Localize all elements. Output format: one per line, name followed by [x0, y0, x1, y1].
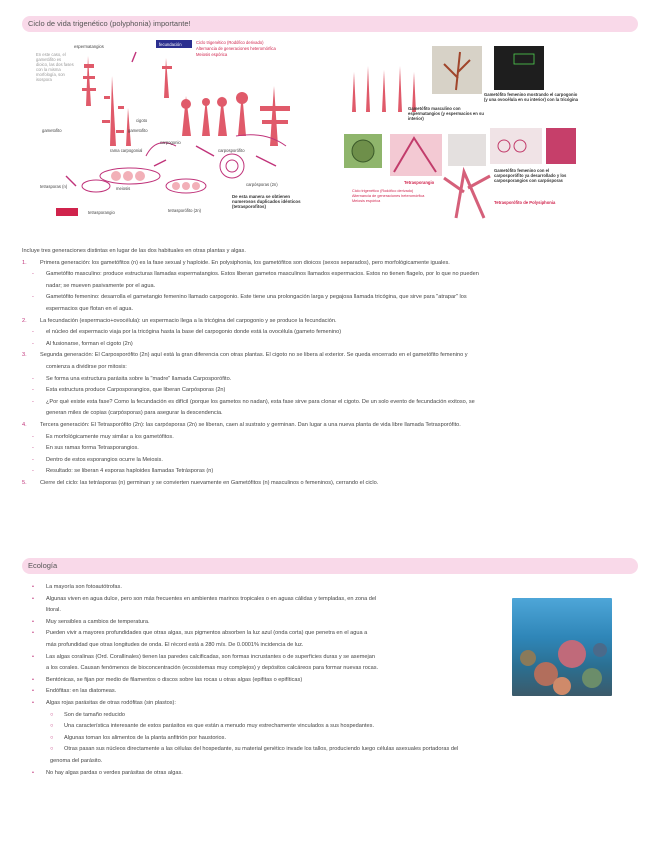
caption-gametofito-femenino: Gametófito femenino mostrando el carpogonio (y una ovocélula en su interior) con la tricógina [484, 92, 578, 102]
photo-collage [344, 42, 578, 220]
life-cycle-marker: - [32, 340, 34, 347]
section-header-life-cycle [22, 16, 638, 32]
life-cycle-text: Se forma una estructura parásita sobre la "madre" llamada Carposporófito. [46, 375, 232, 382]
life-cycle-marker: - [32, 445, 34, 452]
ecology-line [22, 710, 504, 722]
fecundacion-label: fecundación [159, 42, 182, 47]
life-cycle-text: Es morfológicamente muy similar a los gametófitos. [46, 433, 174, 440]
label-carpogonio: carpogonio [160, 140, 181, 145]
life-cycle-text: Primera generación: los gametófitos (n) es la fase sexual y haploide. En polysiphonia, los gametófitos son dioicos (sexos separados), pero morfológicamente iguales. [40, 259, 450, 266]
life-cycle-text: Al fusionarse, forman el cigoto (2n) [46, 340, 133, 347]
label-carposporas: carpósporas (2n) [246, 182, 278, 187]
ecology-marker: • [32, 630, 34, 637]
ecology-line [22, 652, 504, 664]
ecology-text: Una característica interesante de estos parásitos es que están a menudo muy estrechamente vinculados a sus hospedantes. [64, 723, 375, 730]
ecology-text: litoral. [46, 607, 61, 614]
ecology-line [22, 744, 504, 756]
ecology-line [22, 582, 504, 594]
ecology-text: Bentónicas, se fijan por medio de filamentos o discos sobre las rocas u otras algas (epifitas o epifíticas) [46, 676, 303, 683]
label-tetrasporofito: tetrasporófito (2n) [168, 208, 202, 213]
ecology-marker: • [32, 653, 34, 660]
life-cycle-marker: - [32, 398, 34, 405]
life-cycle-text: La fecundación (espermacio+ovocélula): un espermacio llega a la tricógina del carpogonio y se produce la fecundación. [40, 317, 337, 324]
ecology-text [22, 582, 504, 779]
life-cycle-marker: - [32, 294, 34, 301]
life-cycle-marker: - [32, 468, 34, 475]
life-cycle-line [22, 304, 632, 316]
life-cycle-marker: 3. [22, 352, 27, 359]
life-cycle-text: Esta estructura produce Carposporangios, que liberan Carpósporas (2n) [46, 387, 226, 394]
life-cycle-text [22, 246, 632, 489]
ecology-text: Otras pasan sus núcleos directamente a las células del hospedante, su material genético invade los tallos, produciendo luego células asexuales portadoras del [64, 746, 459, 753]
ecology-line [22, 733, 504, 745]
label-cigoto: cigoto [136, 118, 148, 123]
life-cycle-line [22, 397, 632, 409]
ecology-marker: • [32, 688, 34, 695]
life-cycle-text: En sus ramas forma Tetrasporangios. [46, 445, 139, 452]
life-cycle-text: Segunda generación: El Carposporófito (2n) aquí está la gran diferencia con otras plantas. El cigoto no se libera al exterior. Se queda encerrado en el gametófito femenino y [40, 352, 468, 359]
life-cycle-text: generan miles de copias (carpósporas) para asegurar la descendencia. [46, 410, 223, 417]
ecology-text: Algunas toman los alimentos de la planta anfitrión por haustorios. [64, 734, 227, 741]
ecology-text: No hay algas pardas o verdes parásitas de otras algas. [46, 769, 183, 776]
life-cycle-marker: 1. [22, 259, 27, 266]
life-cycle-text: el núcleo del espermacio viaja por la tricógina hasta la base del carpogonio donde está la ovocélula (gameto femenino) [46, 329, 342, 336]
ecology-line [22, 675, 504, 687]
ecology-list [22, 582, 504, 779]
section-title-ecology: Ecología [28, 561, 58, 570]
intro-line: Incluye tres generaciones distintas en lugar de las dos habituales en otras plantas y algas. [22, 248, 246, 254]
section-title: Ciclo de vida trigenético (polyphonia) importante! [28, 19, 191, 28]
life-cycle-text: Tercera generación: El Tetrasporófito (2n): las carpósporas (2n) se liberan, caen al sustrato y germinan. Dan lugar a una nueva planta de vida libre llamada Tetrasporófito. [40, 421, 461, 428]
life-cycle-marker: - [32, 329, 34, 336]
coral-reef-photo [512, 598, 612, 696]
caption-tetrasporangio: Tetrasporangio [404, 180, 435, 185]
life-cycle-line [22, 281, 632, 293]
life-cycle-line [22, 432, 632, 444]
life-cycle-line [22, 269, 632, 281]
life-cycle-line [22, 443, 632, 455]
life-cycle-diagram [36, 36, 336, 228]
ecology-marker: • [32, 769, 34, 776]
ecology-text: Son de tamaño reducido [64, 711, 125, 718]
life-cycle-diagram-svg [36, 36, 336, 228]
life-cycle-text: Resultado: se liberan 4 esporas haploides llamadas Tetrásporas (n) [46, 468, 214, 475]
life-cycle-line [22, 339, 632, 351]
life-cycle-marker: - [32, 433, 34, 440]
ecology-text: Muy sensibles a cambios de temperatura. [46, 618, 150, 625]
life-cycle-marker: - [32, 387, 34, 394]
caption-tetrasporofito: Tetrasporófito de Polysiphonia [494, 200, 556, 205]
life-cycle-marker: 4. [22, 421, 27, 428]
note-isospora: En este caso, el gametófito es dioico, las dos fases con la misma morfología, son isospora [36, 52, 74, 82]
life-cycle-line [22, 466, 632, 478]
life-cycle-line [22, 316, 632, 328]
photo-collage-svg [344, 42, 578, 220]
ecology-line [22, 768, 504, 780]
label-meiosis: meiosis [116, 186, 131, 191]
coral-reef-svg [512, 598, 612, 696]
life-cycle-list [22, 258, 632, 490]
life-cycle-line [22, 362, 632, 374]
caption-gametofito-masculino: Gametófito masculino con espermatangios (y espermacios en su interior) [408, 106, 484, 121]
life-cycle-line [22, 385, 632, 397]
meiosis-tag [56, 208, 78, 216]
ecology-marker: ○ [50, 711, 54, 718]
life-cycle-marker: 5. [22, 479, 27, 486]
ecology-line [22, 686, 504, 698]
life-cycle-line [22, 292, 632, 304]
ecology-marker: • [32, 676, 34, 683]
life-cycle-line [22, 478, 632, 490]
ecology-text: Algas rojas parásitas de otras rodófitas (sin plastos): [46, 699, 176, 706]
life-cycle-line [22, 350, 632, 362]
life-cycle-marker: 2. [22, 317, 27, 324]
legend-ciclo-right: Ciclo trigenético (Rodófico derivado) [352, 189, 414, 193]
label-carposporofito: carposporófito [218, 148, 245, 153]
ecology-text: Endófitas: en las diatomeas. [46, 688, 117, 695]
ecology-marker: • [32, 618, 34, 625]
legend-alternancia: Alternancia de generaciones heteromórfica [196, 46, 276, 51]
ecology-text: genoma del parásito. [50, 757, 103, 764]
label-rama-carpogonial: rama carpogonial [110, 148, 143, 153]
life-cycle-marker: - [32, 271, 34, 278]
life-cycle-line [22, 455, 632, 467]
label-tetrasporangio: tetrasporangio [88, 210, 115, 215]
section-header-ecology [22, 558, 638, 574]
life-cycle-text: Cierre del ciclo: las tetrásporas (n) germinan y se convierten nuevamente en Gametófitos (n) masculinos o femeninos), cerrando el ciclo. [40, 479, 379, 486]
life-cycle-line [22, 327, 632, 339]
ecology-line [22, 605, 504, 617]
ecology-line [22, 640, 504, 652]
legend-meiosis-right: Meiosis espórica [352, 199, 381, 203]
ecology-marker: ○ [50, 746, 54, 753]
label-espermatangios: espermatangios [74, 44, 104, 49]
life-cycle-text: ¿Por qué existe esta fase? Como la fecundación es difícil (porque los gametos no nadan), esta fase sirve para clonar el cigoto. De un solo evento de fecundación exitoso, se [46, 398, 475, 405]
life-cycle-text: Gametófito masculino: produce estructuras llamadas espermatangios. Estos liberan gametos masculinos llamados espermacios. Estos no tienen flagelo, por lo que no pueden [46, 271, 479, 278]
life-cycle-text: Gametófito femenino: desarrolla el gametangio femenino llamado carpogonio. Este tiene una prolongación larga y pegajosa llamada tricógina, que sirve para "atrapar" los [46, 294, 467, 301]
note-duplicados: De esta manera se obtienen numerosos duplicados idénticos (tetrasporofitos) [232, 194, 301, 210]
ecology-marker: • [32, 595, 34, 602]
legend-alternancia-right: Alternancia de generaciones heteromórfica [352, 194, 425, 198]
ecology-text: Pueden vivir a mayores profundidades que otras algas, sus pigmentos absorben la luz azul (onda corta) que penetra en el agua a [46, 630, 368, 637]
caption-carposporofito: Gametófito femenino con el carposporófito ya desarrollado y los carposporangios con carpósporas [494, 168, 567, 183]
ecology-line [22, 594, 504, 606]
ecology-marker: ○ [50, 734, 54, 741]
label-tetrasporas: tetrasporas (n) [40, 184, 68, 189]
label-gametofito-masculino: gametofito [42, 128, 62, 133]
ecology-line [22, 756, 504, 768]
life-cycle-line [22, 258, 632, 270]
photo-carposporangio [546, 128, 576, 164]
life-cycle-line [22, 408, 632, 420]
life-cycle-line [22, 374, 632, 386]
life-cycle-text: Dentro de estos esporangios ocurre la Meiosis. [46, 456, 163, 463]
life-cycle-text: nadar; se mueven pasivamente por el agua. [46, 282, 156, 289]
life-cycle-text: espermacios que flotan en el agua. [46, 305, 134, 312]
ecology-marker: • [32, 584, 34, 590]
ecology-line [22, 721, 504, 733]
ecology-text: más profundidad que otras longitudes de onda. El récord está a 280 m/s. De 0.0001% incidencia de luz. [46, 641, 304, 648]
photo-gray [448, 134, 486, 166]
ecology-line [22, 698, 504, 710]
life-cycle-marker: - [32, 456, 34, 463]
ecology-text: La mayoría son fotoautótrofas. [46, 584, 122, 590]
legend-ciclo: Ciclo trigenético (Rodófico derivado) [196, 40, 264, 45]
ecology-line [22, 628, 504, 640]
photo-black [494, 46, 544, 90]
legend-meiosis: Meiosis espórica [196, 52, 228, 57]
ecology-text: Algunas viven en agua dulce, pero son más frecuentes en ambientes marinos tropicales o en aguas cálidas y templadas, en zona del [46, 595, 377, 602]
life-cycle-line [22, 420, 632, 432]
ecology-marker: ○ [50, 723, 54, 730]
ecology-text: Las algas coralinas (Ord. Corallinales) tienen las paredes calcificadas, son formas incrustantes o de superficies duras y se asemejan [46, 653, 375, 660]
label-gametofito-femenino: gametofito [128, 128, 148, 133]
ecology-line [22, 617, 504, 629]
life-cycle-text: comienza a dividirse por mitosis: [46, 363, 127, 370]
life-cycle-marker: - [32, 375, 34, 382]
ecology-marker: • [32, 699, 34, 706]
ecology-text: a los corales. Causan fenómenos de bioconcentración (ecosistemas muy complejos) y depósitos calcáreos para formar nuevas rocas. [46, 665, 379, 672]
ecology-line [22, 663, 504, 675]
